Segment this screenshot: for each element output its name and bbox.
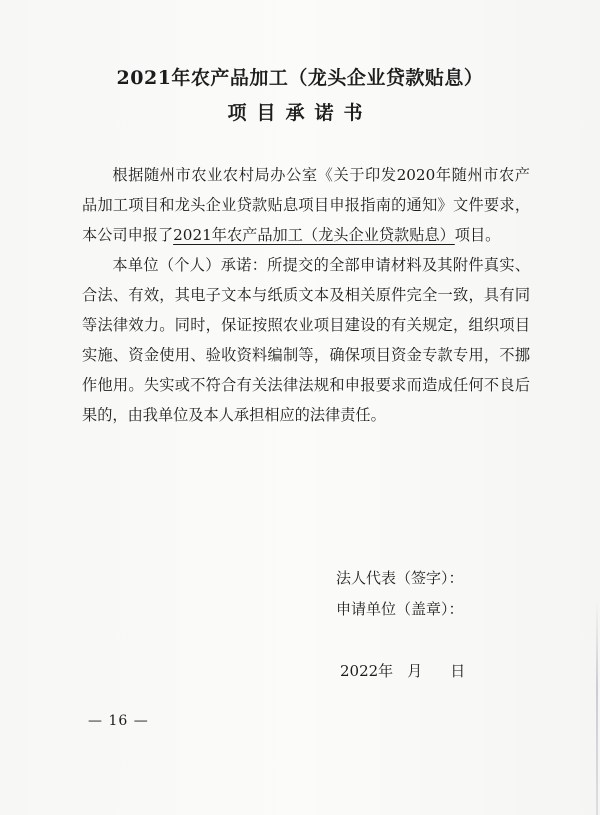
document-title-line1: 2021年农产品加工（龙头企业贷款贴息） (116, 67, 484, 89)
document-title-line2: 项目承诺书 (227, 102, 373, 124)
document-body (82, 160, 530, 430)
paragraph-application-end: 项目。 (454, 226, 501, 244)
date-year: 2022年 (340, 662, 394, 680)
paragraph-application-text: 根据随州市农业农村局办公室《关于印发2020年随州市农产品加工项目和龙头企业贷款贴息项目申报指南的通知》文件要求，本公司申报了 (82, 166, 530, 244)
paragraph-commitment: 本单位（个人）承诺：所提交的全部申请材料及其附件真实、合法、有效，其电子文本与纸质文本及相关原件完全一致，具有同等法律效力。同时，保证按照农业项目建设的有关规定，组织项目实施、资金使用、验收资料编制等，确保项目资金专款专用，不挪作他用。失实或不符合有关法律法规和申报要求而造成任何不良后果的，由我单位及本人承担相应的法律责任。 (82, 256, 530, 424)
date-day: 日 (450, 662, 466, 680)
page-number: — 16 — (88, 713, 149, 729)
legal-representative-signature-label: 法人代表（签字）： (336, 569, 464, 587)
scan-edge-shadow (596, 600, 598, 815)
signing-date (340, 660, 465, 681)
paragraph-application (82, 160, 530, 250)
applicant-unit-seal-label: 申请单位（盖章）： (336, 600, 464, 618)
underlined-project-name: 2021年农产品加工（龙头企业贷款贴息） (173, 226, 455, 244)
date-month: 月 (407, 662, 423, 680)
